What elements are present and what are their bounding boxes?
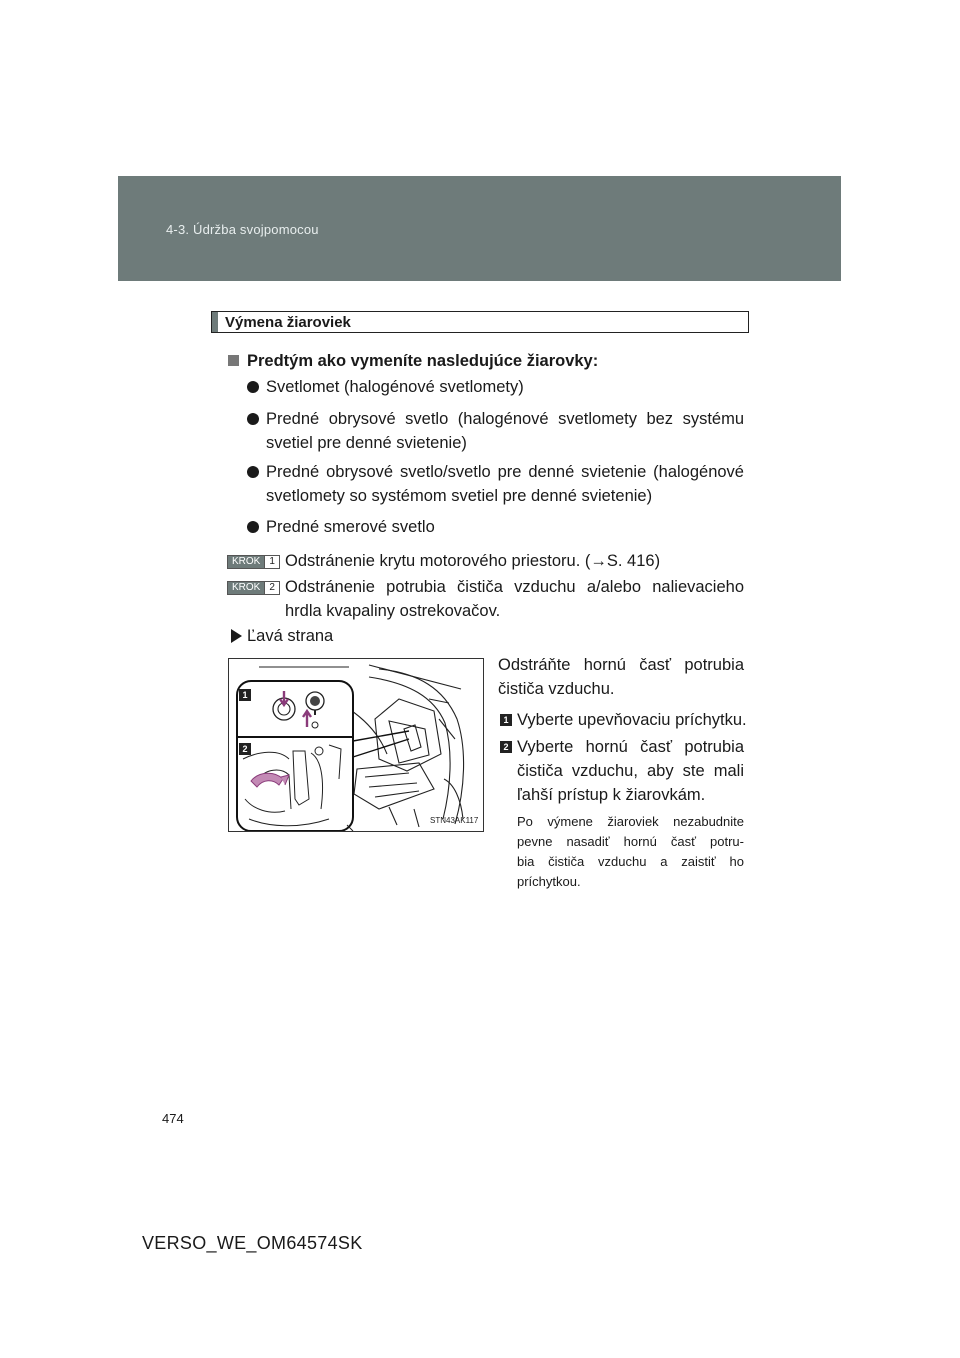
instruction-line1: Odstráňte hornú časť potrubia — [498, 656, 744, 674]
square-bullet-icon — [228, 355, 239, 366]
callout-1: 1 — [239, 689, 251, 701]
bullet-dot-icon — [247, 521, 259, 533]
bulb-item-1: Svetlomet (halogénové svetlomety) — [266, 378, 524, 396]
bullet-dot-icon — [247, 413, 259, 425]
bulb-item-3-line1: Predné obrysové svetlo/svetlo pre denné svietenie (halogénové — [266, 463, 744, 481]
section-title: Výmena žiaroviek — [225, 314, 351, 331]
triangle-bullet-icon — [231, 629, 242, 643]
step-badge-number: 2 — [264, 582, 279, 594]
bulb-item-3-line2: svetlomety so systémom svetiel pre denné svietenie) — [266, 487, 653, 505]
bulb-item-2-line2: svetiel pre denné svietenie) — [266, 434, 467, 452]
step-badge-2 — [227, 581, 280, 595]
note-line2: pevne nasadiť hornú časť potru- — [517, 834, 744, 849]
section-title-bar — [212, 312, 218, 332]
step-badge-1 — [227, 555, 280, 569]
section-title-box — [211, 311, 749, 333]
substep-number-1: 1 — [500, 714, 512, 726]
note-line3: bia čističa vzduchu a zaistiť ho — [517, 854, 744, 869]
substep-2-line1: Vyberte hornú časť potrubia — [517, 738, 744, 756]
substep-number-2: 2 — [500, 741, 512, 753]
substep-1-text: Vyberte upevňovaciu príchytku. — [517, 711, 747, 729]
figure-code: STN43AK117 — [430, 816, 479, 825]
step-2-text-line2: hrdla kvapaliny ostrekovačov. — [285, 602, 501, 620]
substep-2-line2: čističa vzduchu, aby ste mali — [517, 762, 744, 780]
engine-bay-drawing — [229, 659, 484, 832]
step-2-text-line1: Odstránenie potrubia čističa vzduchu a/alebo nalievacieho — [285, 578, 744, 596]
step-badge-label: KROK — [228, 582, 264, 594]
step-badge-number: 1 — [264, 556, 279, 568]
side-label: Ľavá strana — [247, 627, 334, 645]
bulb-item-4: Predné smerové svetlo — [266, 518, 435, 536]
document-code: VERSO_WE_OM64574SK — [142, 1233, 363, 1253]
step-badge-label: KROK — [228, 556, 264, 568]
intro-heading: Predtým ako vymeníte nasledujúce žiarovky: — [247, 352, 599, 370]
callout-2: 2 — [239, 743, 251, 755]
page-number: 474 — [162, 1111, 184, 1126]
step-1-text: Odstránenie krytu motorového priestoru. (→S. 416) — [285, 552, 661, 570]
note-line1: Po výmene žiaroviek nezabudnite — [517, 814, 744, 829]
bullet-dot-icon — [247, 381, 259, 393]
substep-2-line3: ľahší prístup k žiarovkám. — [517, 786, 706, 804]
bulb-item-2-line1: Predné obrysové svetlo (halogénové svetlomety bez systému — [266, 410, 744, 428]
bullet-dot-icon — [247, 466, 259, 478]
section-breadcrumb: 4-3. Údržba svojpomocou — [166, 222, 319, 237]
note-line4: príchytkou. — [517, 874, 581, 889]
instruction-line2: čističa vzduchu. — [498, 680, 615, 698]
engine-bay-illustration — [228, 658, 484, 832]
